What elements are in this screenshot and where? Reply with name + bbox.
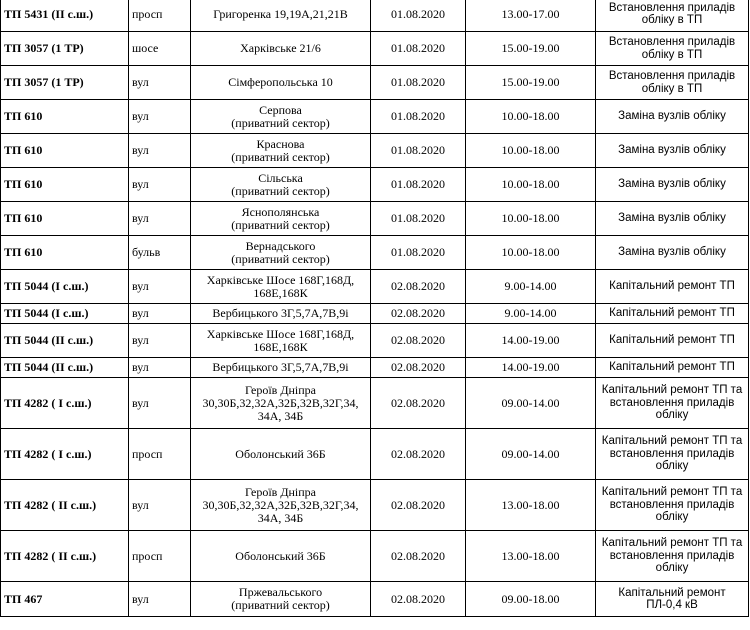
table-row [1, 378, 749, 429]
street-type-cell: вул [129, 582, 191, 617]
table-row [1, 66, 749, 100]
date-cell: 01.08.2020 [371, 236, 466, 270]
work-type-cell-line: встановлення приладів [609, 549, 735, 562]
street-type-cell: вул [129, 304, 191, 324]
address-cell [191, 32, 371, 66]
work-type-cell [596, 582, 749, 617]
table-row [1, 358, 749, 378]
time-cell: 10.00-18.00 [466, 100, 596, 134]
address-cell-line: Оболонський 36Б [235, 446, 326, 461]
street-type-cell: вул [129, 480, 191, 531]
address-cell-line: (приватний сектор) [231, 598, 330, 612]
time-cell: 09.00-14.00 [466, 378, 596, 429]
time-cell: 9.00-14.00 [466, 304, 596, 324]
address-cell [191, 134, 371, 168]
work-type-cell [596, 270, 749, 304]
work-type-cell [596, 202, 749, 236]
substation-cell: ТП 5044 (ІІ с.ш.) [1, 324, 129, 358]
address-cell-line: 168Е,168К [253, 339, 308, 354]
time-cell: 10.00-18.00 [466, 134, 596, 168]
work-type-cell-line: Капітальний ремонт ТП та [601, 384, 743, 397]
time-cell: 09.00-14.00 [466, 429, 596, 480]
substation-cell: ТП 4282 ( ІІ с.ш.) [1, 480, 129, 531]
address-cell [191, 429, 371, 480]
work-type-cell-line: Капітальний ремонт ТП та [601, 435, 743, 448]
substation-cell: ТП 610 [1, 168, 129, 202]
address-cell-line: Яснополянська [241, 204, 320, 219]
date-cell: 01.08.2020 [371, 168, 466, 202]
date-cell: 02.08.2020 [371, 378, 466, 429]
work-type-cell [596, 134, 749, 168]
address-cell [191, 480, 371, 531]
work-type-cell-line: обліку [655, 511, 689, 524]
table-row [1, 480, 749, 531]
table-row [1, 100, 749, 134]
table-row [1, 582, 749, 617]
address-cell [191, 304, 371, 324]
work-type-cell-line: встановлення приладів [609, 447, 735, 460]
work-type-cell-line: Капітальний ремонт [618, 586, 726, 599]
work-type-cell-line: Капітальний ремонт ТП та [601, 537, 743, 550]
date-cell: 01.08.2020 [371, 66, 466, 100]
street-type-cell: вул [129, 134, 191, 168]
date-cell: 02.08.2020 [371, 324, 466, 358]
time-cell: 09.00-18.00 [466, 582, 596, 617]
address-cell-line: (приватний сектор) [231, 149, 330, 164]
table-row [1, 304, 749, 324]
time-cell: 14.00-19.00 [466, 358, 596, 378]
address-cell [191, 202, 371, 236]
date-cell: 01.08.2020 [371, 0, 466, 32]
date-cell: 02.08.2020 [371, 270, 466, 304]
table-body [1, 0, 749, 617]
street-type-cell: вул [129, 270, 191, 304]
address-cell-line: Григоренка 19,19А,21,21В [213, 6, 348, 21]
work-type-cell [596, 480, 749, 531]
substation-cell: ТП 4282 ( ІІ с.ш.) [1, 531, 129, 582]
time-cell: 10.00-18.00 [466, 202, 596, 236]
time-cell: 14.00-19.00 [466, 324, 596, 358]
street-type-cell: вул [129, 100, 191, 134]
work-type-cell-line: Встановлення приладів [608, 70, 736, 82]
address-cell [191, 168, 371, 202]
address-cell-line: Серпова [259, 102, 302, 117]
street-type-cell: вул [129, 202, 191, 236]
date-cell: 02.08.2020 [371, 582, 466, 617]
work-type-cell [596, 304, 749, 324]
work-type-cell [596, 429, 749, 480]
address-cell-line: Сімферопольська 10 [228, 75, 333, 89]
work-type-cell-line: Заміна вузлів обліку [618, 144, 726, 157]
substation-cell: ТП 5044 (І с.ш.) [1, 270, 129, 304]
time-cell: 15.00-19.00 [466, 66, 596, 100]
work-type-cell-line: обліку [655, 460, 689, 473]
address-cell [191, 531, 371, 582]
time-cell: 13.00-18.00 [466, 531, 596, 582]
substation-cell: ТП 3057 (1 ТР) [1, 66, 129, 100]
substation-cell: ТП 5044 (ІІ с.ш.) [1, 358, 129, 378]
street-type-cell: вул [129, 358, 191, 378]
work-type-cell-line: встановлення приладів [609, 396, 735, 409]
address-cell-line: 30,30Б,32,32А,32Б,32В,32Г,34, [202, 395, 359, 410]
substation-cell: ТП 5044 (І с.ш.) [1, 304, 129, 324]
work-type-cell-line: Капітальний ремонт ТП та [601, 486, 743, 499]
work-type-cell [596, 236, 749, 270]
work-type-cell-line: обліку в ТП [641, 82, 703, 95]
address-cell-line: 34А, 34Б [257, 510, 304, 525]
address-cell-line: Героїв Дніпра [244, 484, 317, 499]
work-type-cell [596, 32, 749, 66]
street-type-cell: просп [129, 429, 191, 480]
address-cell-line: Героїв Дніпра [244, 382, 317, 397]
address-cell-line: 30,30Б,32,32А,32Б,32В,32Г,34, [202, 497, 359, 512]
work-type-cell-line: Заміна вузлів обліку [618, 178, 726, 191]
address-cell-line: Вербицького 3Г,5,7А,7В,9і [212, 306, 349, 320]
address-cell-line: Харківське Шосе 168Г,168Д, [206, 272, 355, 287]
work-type-cell-line: Капітальний ремонт ТП [609, 334, 735, 347]
substation-cell: ТП 610 [1, 236, 129, 270]
address-cell [191, 270, 371, 304]
table-row [1, 168, 749, 202]
table-row [1, 324, 749, 358]
substation-cell: ТП 610 [1, 100, 129, 134]
substation-cell: ТП 467 [1, 582, 129, 617]
work-type-cell-line: обліку в ТП [641, 14, 703, 26]
work-type-cell-line: Заміна вузлів обліку [618, 110, 726, 123]
date-cell: 01.08.2020 [371, 202, 466, 236]
street-type-cell: вул [129, 168, 191, 202]
work-type-cell-line: обліку [655, 562, 689, 575]
date-cell: 02.08.2020 [371, 531, 466, 582]
table-row [1, 0, 749, 32]
work-type-cell-line: Встановлення приладів [608, 36, 736, 48]
address-cell-line: Вернадського [245, 238, 316, 253]
work-type-cell-line: Капітальний ремонт ТП [609, 361, 735, 374]
table-row [1, 236, 749, 270]
address-cell [191, 358, 371, 378]
address-cell [191, 66, 371, 100]
date-cell: 01.08.2020 [371, 100, 466, 134]
work-type-cell-line: Встановлення приладів [608, 1, 736, 14]
table-row [1, 531, 749, 582]
time-cell: 13.00-17.00 [466, 0, 596, 32]
substation-cell: ТП 4282 ( І с.ш.) [1, 429, 129, 480]
work-type-cell-line: встановлення приладів [609, 498, 735, 511]
street-type-cell: шосе [129, 32, 191, 66]
date-cell: 01.08.2020 [371, 32, 466, 66]
address-cell [191, 0, 371, 32]
substation-cell: ТП 610 [1, 134, 129, 168]
date-cell: 02.08.2020 [371, 304, 466, 324]
work-type-cell [596, 378, 749, 429]
time-cell: 15.00-19.00 [466, 32, 596, 66]
substation-cell: ТП 3057 (1 ТР) [1, 32, 129, 66]
table-row [1, 429, 749, 480]
street-type-cell: вул [129, 66, 191, 100]
work-type-cell [596, 168, 749, 202]
date-cell: 02.08.2020 [371, 480, 466, 531]
work-type-cell [596, 66, 749, 100]
street-type-cell: вул [129, 324, 191, 358]
substation-cell: ТП 4282 ( І с.ш.) [1, 378, 129, 429]
time-cell: 10.00-18.00 [466, 168, 596, 202]
address-cell-line: (приватний сектор) [231, 217, 330, 232]
table-row [1, 202, 749, 236]
work-type-cell-line: обліку в ТП [641, 48, 703, 61]
address-cell-line: (приватний сектор) [231, 183, 330, 198]
address-cell-line: Пржевальського [238, 585, 323, 599]
street-type-cell: просп [129, 531, 191, 582]
work-type-cell-line: Заміна вузлів обліку [618, 246, 726, 259]
address-cell-line: Краснова [256, 136, 305, 151]
address-cell-line: 168Е,168К [253, 285, 308, 300]
table-row [1, 270, 749, 304]
street-type-cell: вул [129, 378, 191, 429]
date-cell: 02.08.2020 [371, 429, 466, 480]
substation-cell: ТП 610 [1, 202, 129, 236]
work-type-cell-line: Капітальний ремонт ТП [609, 280, 735, 293]
date-cell: 01.08.2020 [371, 134, 466, 168]
work-type-cell-line: обліку [655, 409, 689, 422]
time-cell: 13.00-18.00 [466, 480, 596, 531]
address-cell-line: 34А, 34Б [257, 408, 304, 423]
address-cell-line: Харківське 21/6 [240, 41, 321, 55]
street-type-cell: бульв [129, 236, 191, 270]
work-type-cell-line: ПЛ-0,4 кВ [646, 599, 698, 611]
address-cell-line: Вербицького 3Г,5,7А,7В,9і [212, 360, 349, 374]
time-cell: 9.00-14.00 [466, 270, 596, 304]
table-row [1, 134, 749, 168]
address-cell-line: Сільська [258, 170, 303, 185]
work-type-cell [596, 0, 749, 32]
address-cell-line: Оболонський 36Б [235, 548, 326, 563]
address-cell [191, 100, 371, 134]
work-type-cell [596, 358, 749, 378]
address-cell-line: (приватний сектор) [231, 115, 330, 130]
address-cell [191, 236, 371, 270]
work-type-cell [596, 324, 749, 358]
substation-cell: ТП 5431 (ІІ с.ш.) [1, 0, 129, 32]
address-cell [191, 378, 371, 429]
address-cell [191, 324, 371, 358]
work-type-cell-line: Заміна вузлів обліку [618, 212, 726, 225]
street-type-cell: просп [129, 0, 191, 32]
address-cell [191, 582, 371, 617]
address-cell-line: (приватний сектор) [231, 251, 330, 266]
address-cell-line: Харківське Шосе 168Г,168Д, [206, 326, 355, 341]
time-cell: 10.00-18.00 [466, 236, 596, 270]
date-cell: 02.08.2020 [371, 358, 466, 378]
work-type-cell-line: Капітальний ремонт ТП [609, 307, 735, 320]
table-row [1, 32, 749, 66]
work-type-cell [596, 100, 749, 134]
work-type-cell [596, 531, 749, 582]
